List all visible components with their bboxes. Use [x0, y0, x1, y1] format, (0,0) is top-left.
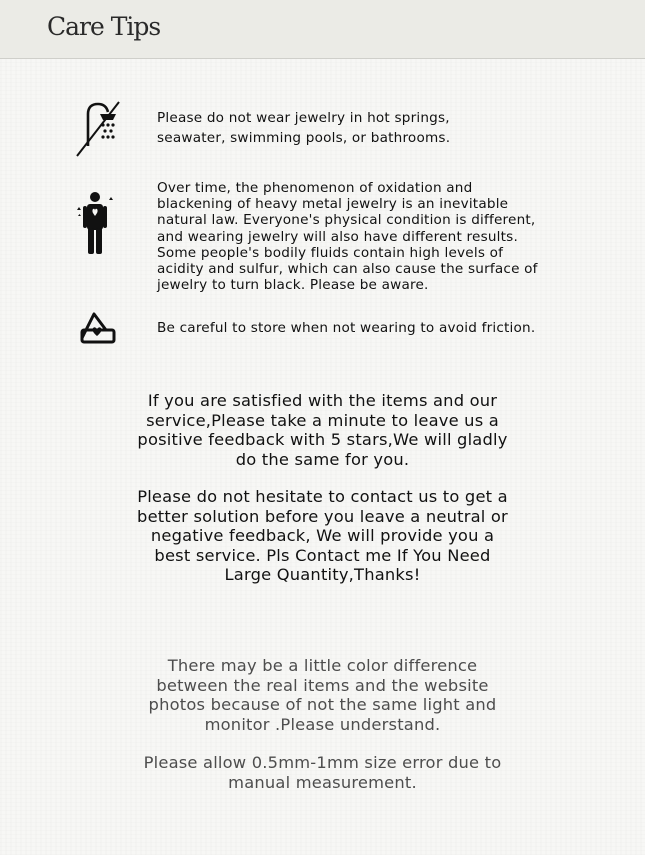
- text-line: and wearing jewelry will also have different results.: [157, 228, 518, 245]
- text-line: acidity and sulfur, which can also cause the surface of: [157, 261, 538, 278]
- person-sweat-icon: [74, 190, 114, 256]
- text-line: Be careful to store when not wearing to avoid friction.: [157, 320, 536, 336]
- text-line: better solution before you leave a neutral or: [137, 506, 508, 526]
- tip-text: [157, 320, 535, 336]
- text-line: best service. Pls Contact me If You Need: [154, 545, 491, 565]
- tip-text: [157, 180, 538, 293]
- jewelry-box-icon: [76, 306, 118, 346]
- text-line: manual measurement.: [228, 772, 417, 792]
- size-error-note: [80, 753, 565, 792]
- text-line: monitor .Please understand.: [204, 714, 441, 734]
- text-line: jewelry to turn black. Please be aware.: [157, 277, 429, 294]
- text-line: do the same for you.: [235, 449, 410, 469]
- text-line: seawater, swimming pools, or bathrooms.: [157, 130, 451, 147]
- text-line: There may be a little color difference: [167, 656, 478, 675]
- feedback-positive: [80, 391, 565, 469]
- text-line: Please do not hesitate to contact us to get a: [137, 487, 508, 506]
- feedback-contact: [80, 487, 565, 585]
- no-shower-icon: [72, 100, 122, 160]
- text-line: Over time, the phenomenon of oxidation and: [157, 180, 473, 196]
- text-line: blackening of heavy metal jewelry is an inevitable: [157, 196, 509, 213]
- text-line: positive feedback with 5 stars,We will gladly: [137, 430, 508, 449]
- text-line: Some people's bodily fluids contain high levels of: [157, 244, 504, 261]
- header-bar: [0, 0, 645, 59]
- text-line: Large Quantity,Thanks!: [224, 565, 421, 584]
- text-line: Please do not wear jewelry in hot springs,: [157, 110, 450, 126]
- page-title: Care Tips: [47, 12, 161, 41]
- text-line: Please allow 0.5mm-1mm size error due to: [143, 753, 502, 772]
- tip-text: [157, 110, 450, 146]
- text-line: service,Please take a minute to leave us a: [146, 410, 499, 430]
- text-line: If you are satisfied with the items and our: [147, 391, 498, 410]
- text-line: photos because of not the same light and: [148, 695, 497, 714]
- text-line: between the real items and the website: [156, 675, 489, 695]
- color-difference-note: [80, 656, 565, 734]
- text-line: natural law. Everyone's physical condition is different,: [157, 212, 536, 229]
- text-line: negative feedback, We will provide you a: [150, 526, 495, 545]
